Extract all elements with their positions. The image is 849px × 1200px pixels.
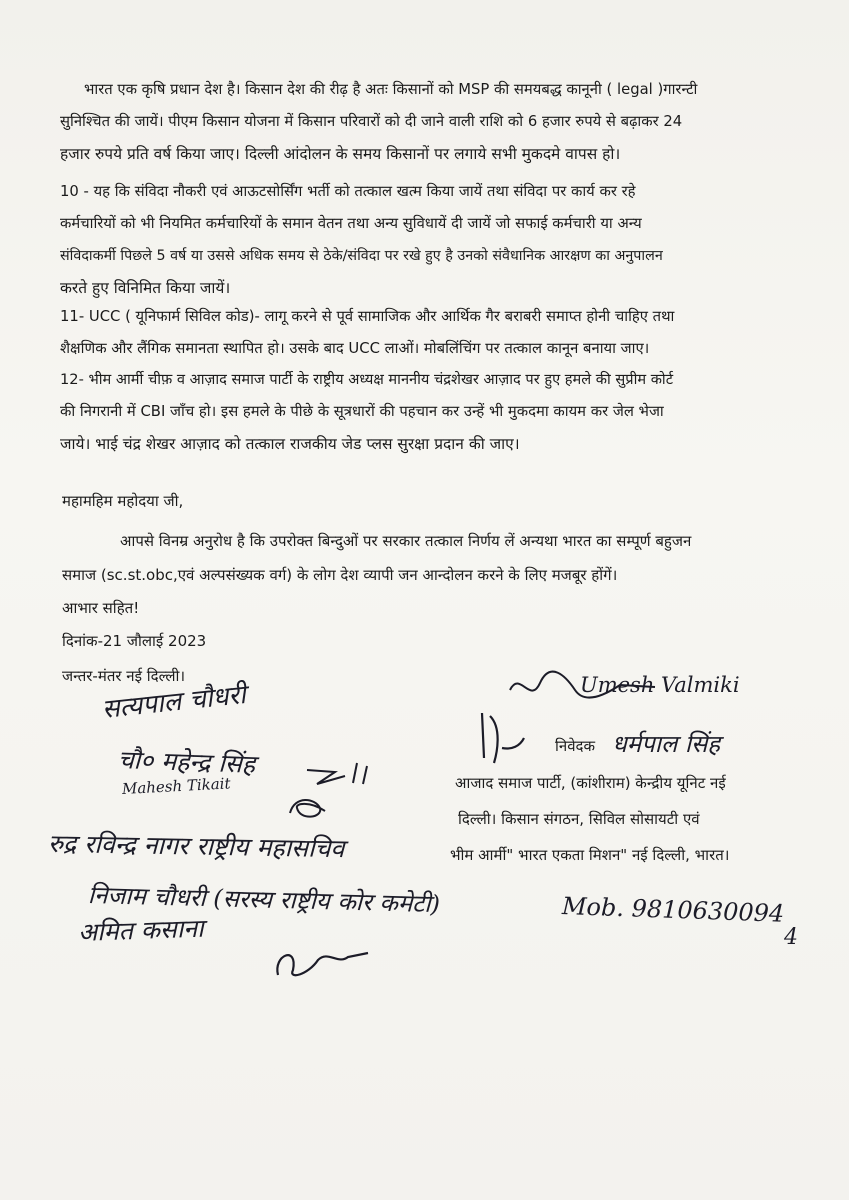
handwritten-name-dharmpal: धर्मपाल सिंह: [612, 730, 721, 758]
place-text: जन्तर-मंतर नई दिल्ली।: [62, 667, 186, 685]
handwritten-name-mahesh: Mahesh Tikait: [121, 774, 231, 798]
signature-scribble: [268, 935, 378, 985]
signature-umesh-valmiki: Umesh Valmiki: [580, 673, 740, 697]
text-line: की निगरानी में CBI जाँच हो। इस हमले के पीछे के सूत्रधारों की पहचान कर उन्हें भी मुकदमा कायम कर जेल भेजा: [60, 403, 664, 420]
text-line: कर्मचारियों को भी नियमित कर्मचारियों के समान वेतन तथा अन्य सुविधायें दी जायें जो सफाई कर्मचारी या अन्य: [60, 215, 642, 232]
request-line: समाज (sc.st.obc,एवं अल्पसंख्यक वर्ग) के लोग देश व्यापी जन आन्दोलन करने के लिए मजबूर होंगें।: [62, 566, 618, 584]
submitter-org-line: दिल्ली। किसान संगठन, सिविल सोसायटी एवं: [458, 810, 700, 828]
text-line: हजार रुपये प्रति वर्ष किया जाए। दिल्ली आंदोलन के समय किसानों पर लगाये सभी मुकदमे वापस हो।: [60, 145, 621, 163]
handwritten-line-nizam: निजाम चौधरी (सरस्य राष्ट्रीय कोर कमेटी): [87, 881, 441, 919]
paragraph-msp: [60, 74, 780, 170]
text-line: करते हुए विनिमित किया जायें।: [60, 279, 231, 297]
handwritten-name-satyapal: सत्यपाल चौधरी: [100, 679, 248, 725]
text-line: भारत एक कृषि प्रधान देश है। किसान देश की रीढ़ है अतः किसानों को MSP की समयबद्ध कानूनी ( legal )गारन्टी: [84, 81, 698, 98]
text-line: शैक्षणिक और लैंगिक समानता स्थापित हो। उसके बाद UCC लाओं। मोबलिंचिंग पर तत्काल कानून बनाया जाए।: [60, 340, 650, 357]
handwritten-name-mahendra: चौ० महेन्द्र सिंह: [117, 745, 256, 779]
text-line: जाये। भाई चंद्र शेखर आज़ाद को तत्काल राजकीय जेड प्लस सुरक्षा प्रदान की जाए।: [60, 435, 520, 453]
handwritten-line-ravindra: रुद्र रविन्द्र नागर राष्ट्रीय महासचिव: [47, 829, 345, 864]
submitter-org-line: भीम आर्मी" भारत एकता मिशन" नई दिल्ली, भारत।: [450, 846, 730, 864]
request-line: आपसे विनम्र अनुरोध है कि उपरोक्त बिन्दुओं पर सरकार तत्काल निर्णय लें अन्यथा भारत का सम्पूर्ण बहुजन: [120, 532, 692, 550]
text-line: 12- भीम आर्मी चीफ़ व आज़ाद समाज पार्टी के राष्ट्रीय अध्यक्ष माननीय चंद्रशेखर आज़ाद पर हुए हमले की सुप्रीम कोर्ट: [60, 371, 674, 388]
paragraph-point-10: [60, 176, 780, 304]
text-line: 10 - यह कि संविदा नौकरी एवं आऊटसोर्सिंग भर्ती को तत्काल खत्म किया जायें तथा संविदा पर कार्य कर रहे: [60, 183, 636, 200]
signature-mark: [305, 758, 375, 788]
thanks-text: आभार सहित!: [62, 599, 140, 617]
paragraph-point-11: [60, 301, 780, 365]
date-text: दिनांक-21 जौलाई 2023: [62, 632, 207, 650]
signature-mark: [472, 708, 532, 768]
text-line: सुनिश्चित की जायें। पीएम किसान योजना में किसान परिवारों को दी जाने वाली राशि को 6 हजार रुपये से बढ़ाकर 24: [60, 113, 683, 130]
signature-mark: [285, 793, 330, 823]
handwritten-mobile: Mob. 9810630094: [561, 892, 785, 928]
submitter-org-line: आजाद समाज पार्टी, (कांशीराम) केन्द्रीय यूनिट नई: [455, 774, 726, 792]
page-number: 4: [784, 925, 798, 950]
paragraph-point-12: [60, 364, 780, 460]
submitter-label: निवेदक: [555, 737, 596, 755]
text-line: संविदाकर्मी पिछले 5 वर्ष या उससे अधिक समय से ठेके/संविदा पर रखे हुए है उनको संवैधानिक आरक्षण का अनुपालन: [60, 248, 663, 264]
text-line: 11- UCC ( यूनिफार्म सिविल कोड)- लागू करने से पूर्व सामाजिक और आर्थिक गैर बराबरी समाप्त होनी चाहिए तथा: [60, 308, 675, 325]
salutation: महामहिम महोदया जी,: [62, 492, 184, 510]
handwritten-name-amit: अमित कसाना: [77, 913, 205, 947]
